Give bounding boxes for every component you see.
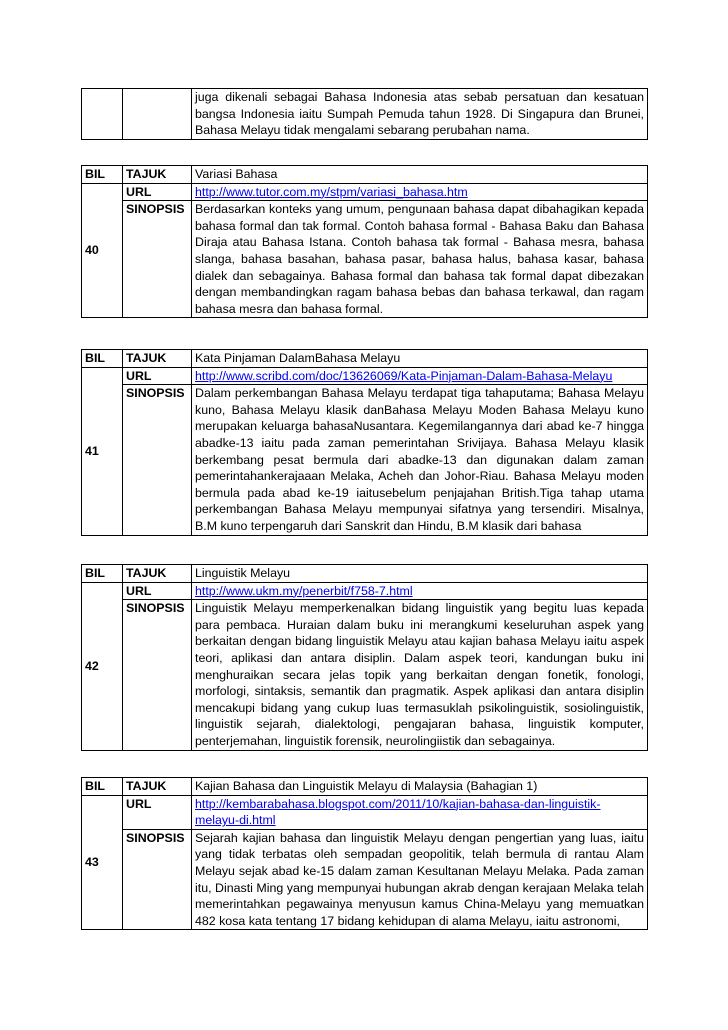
entry-synopsis: Berdasarkan konteks yang umum, pengunaan bahasa dapat dibahagikan kepada bahasa formal dan tak formal. Contoh bahasa formal - Bahasa Baku dan Bahasa Diraja atau Bahasa Istana. Contoh bahasa tak formal - Bahasa mesra, bahasa slanga, bahasa basahan, bahasa pasar, bahasa halus, bahasa kasar, bahasa dialek dan sebagainya. Bahasa formal dan bahasa tak formal dapat dibezakan dengan membandingkan ragam bahasa bebas dan bahasa terkawal, dan ragam bahasa mesra dan bahasa formal. — [192, 201, 648, 318]
bil-label: BIL — [82, 350, 123, 368]
url-cell — [192, 795, 648, 829]
entry-title: Kajian Bahasa dan Linguistik Melayu di Malaysia (Bahagian 1) — [192, 778, 648, 796]
entry-title: Variasi Bahasa — [192, 166, 648, 184]
title-row — [82, 166, 648, 184]
entry-url-link[interactable]: http://kembarabahasa.blogspot.com/2011/10/kajian-bahasa-dan-linguistik-melayu-di.html — [195, 796, 601, 828]
url-row — [82, 795, 648, 829]
url-label: URL — [123, 183, 192, 201]
sinopsis-label: SINOPSIS — [123, 201, 192, 318]
synopsis-row — [82, 385, 648, 535]
synopsis-row — [82, 829, 648, 930]
sinopsis-label: SINOPSIS — [123, 385, 192, 535]
entry-number: 43 — [82, 795, 123, 930]
url-cell — [192, 183, 648, 201]
entry-number: 40 — [82, 183, 123, 318]
entry-title: Kata Pinjaman DalamBahasa Melayu — [192, 350, 648, 368]
entry-number: 41 — [82, 367, 123, 535]
url-label: URL — [123, 795, 192, 829]
entry-url-link[interactable]: http://www.scribd.com/doc/13626069/Kata-Pinjaman-Dalam-Bahasa-Melayu — [195, 368, 613, 383]
url-row — [82, 367, 648, 385]
bil-label: BIL — [82, 778, 123, 796]
entry-synopsis: Linguistik Melayu memperkenalkan bidang linguistik yang begitu luas kepada para pembaca. Huraian dalam buku ini merangkumi keseluruhan aspek yang berkaitan dengan bidang linguistik Melayu atau kajian bahasa Melayu iaitu aspek teori, aplikasi dan antara disiplin. Dalam aspek teori, kandungan buku ini menghuraikan secara jelas topik yang berkaitan dengan fonetik, fonologi, morfologi, sintaksis, semantik dan pragmatik. Aspek aplikasi dan antara disiplin mencakupi bidang yang cukup luas termasuklah psikolinguistik, sosiolinguistik, linguistik sejarah, dialektologi, pengajaran bahasa, linguistik komputer, penterjemahan, linguistik forensik, neurolingiistik dan sebagainya. — [192, 600, 648, 750]
sinopsis-label: SINOPSIS — [123, 829, 192, 930]
title-row — [82, 778, 648, 796]
title-row — [82, 350, 648, 368]
entry-url-link[interactable]: http://www.ukm.my/penerbit/f758-7.html — [195, 583, 413, 598]
tajuk-label: TAJUK — [123, 166, 192, 184]
entry-number: 42 — [82, 582, 123, 750]
synopsis-row — [82, 201, 648, 318]
url-label: URL — [123, 367, 192, 385]
entry-synopsis: Sejarah kajian bahasa dan linguistik Melayu dengan pengertian yang luas, iaitu yang tidak terbatas oleh sempadan geopolitik, telah bermula di rantau Alam Melayu sejak abad ke-15 dalam zaman Kesultanan Melayu Melaka. Pada zaman itu, Dinasti Ming yang mempunyai hubungan akrab dengan kerajaan Melaka telah memerintahkan pegawainya menyusun kamus China-Melayu yang memuatkan 482 kosa kata tentang 17 bidang kehidupan di alama Melayu, iaitu astronomi, — [192, 829, 648, 930]
url-label: URL — [123, 582, 192, 600]
url-cell — [192, 367, 648, 385]
entry-table-41 — [81, 349, 648, 536]
entry-url-link[interactable]: http://www.tutor.com.my/stpm/variasi_bahasa.htm — [195, 184, 468, 199]
entry-title: Linguistik Melayu — [192, 565, 648, 583]
synopsis-row — [82, 600, 648, 750]
tajuk-label: TAJUK — [123, 565, 192, 583]
entry-table-43 — [81, 777, 648, 930]
continuation-table — [81, 88, 648, 140]
entry-synopsis: Dalam perkembangan Bahasa Melayu terdapat tiga tahaputama; Bahasa Melayu kuno, Bahasa Melayu klasik danBahasa Melayu Moden Bahasa Melayu kuno merupakan keluarga bahasaNusantara. Kegemilangannya dari abad ke-7 hingga abadke-13 iaitu pada zaman pemerintahan Srivijaya. Bahasa Melayu klasik berkembang pesat bermula dari abadke-13 dan digunakan dalam zaman pemerintahankerajaaan Melaka, Acheh dan Johor-Riau. Bahasa Melayu moden bermula pada abad ke-19 iaitusebelum penjajahan British.Tiga tahap utama perkembangan Bahasa Melayu mempunyai sifatnya yang tersendiri. Misalnya, B.M kuno terpengaruh dari Sanskrit dan Hindu, B.M klasik dari bahasa — [192, 385, 648, 535]
entry-table-42 — [81, 564, 648, 751]
tajuk-label: TAJUK — [123, 350, 192, 368]
url-row — [82, 183, 648, 201]
title-row — [82, 565, 648, 583]
continuation-text: juga dikenali sebagai Bahasa Indonesia atas sebab persatuan dan kesatuan bangsa Indonesia iaitu Sumpah Pemuda tahun 1928. Di Singapura dan Brunei, Bahasa Melayu tidak mengalami sebarang perubahan nama. — [192, 89, 648, 140]
continuation-empty-cell-2 — [123, 89, 192, 140]
continuation-row — [82, 89, 648, 140]
url-cell — [192, 582, 648, 600]
entry-table-40 — [81, 165, 648, 318]
bil-label: BIL — [82, 166, 123, 184]
sinopsis-label: SINOPSIS — [123, 600, 192, 750]
tajuk-label: TAJUK — [123, 778, 192, 796]
url-row — [82, 582, 648, 600]
bil-label: BIL — [82, 565, 123, 583]
continuation-empty-cell-1 — [82, 89, 123, 140]
